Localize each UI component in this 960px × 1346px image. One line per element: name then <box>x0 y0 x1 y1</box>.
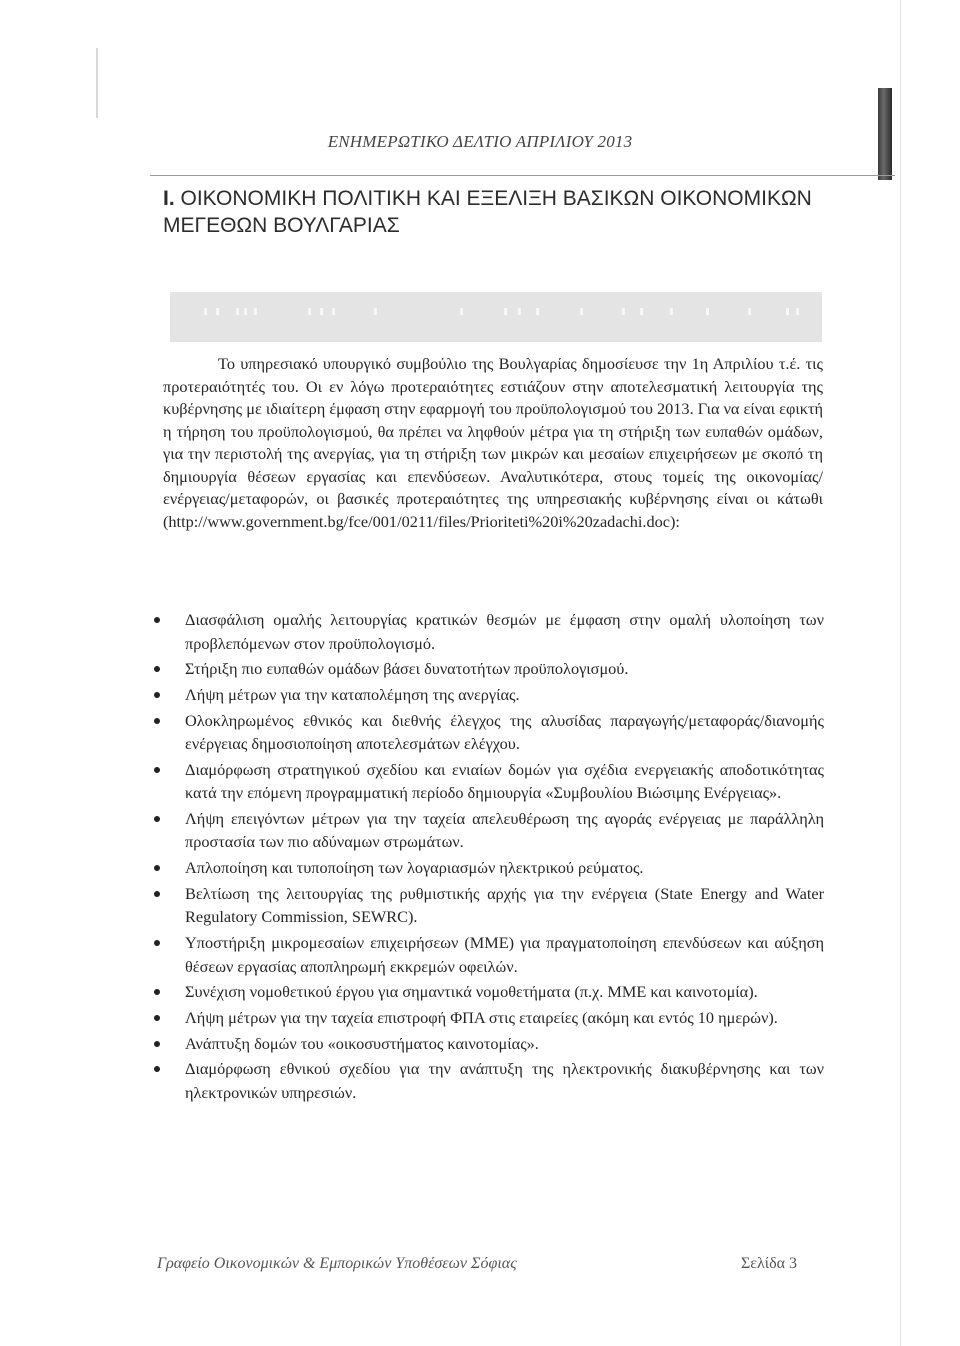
scan-artifact <box>900 0 901 1346</box>
intro-paragraph: Το υπηρεσιακό υπουργικό συμβούλιο της Βουλγαρίας δημοσίευσε την 1η Απριλίου τ.έ. τις προτεραιότητές του. Οι εν λόγω προτεραιότητες εστιάζουν στην αποτελεσματική λειτουργία της κυβέρνησης με ιδιαίτερη έμφαση στην εφαρμογή του προϋπολογισμού του 2013. Για να είναι εφικτή η τήρηση του προϋπολογισμού, θα πρέπει να ληφθούν μέτρα για τη στήριξη των ευπαθών ομάδων, για την περιστολή της ανεργίας, για τη στήριξη των μικρών και μεσαίων επιχειρήσεων με σκοπό τη δημιουργία θέσεων εργασίας και επενδύσεων. Αναλυτικότερα, στους τομείς της οικονομίας/ενέργειας/μεταφορών, οι βασικές προτεραιότητες της υπηρεσιακής κυβέρνησης είναι οι κάτωθι (http://www.government.bg/fce/001/0211/files/Prioriteti%20i%20zadachi.doc): <box>163 354 823 531</box>
list-item-text: Διασφάλιση ομαλής λειτουργίας κρατικών θεσμών με έμφαση στην ομαλή υλοποίηση των προβλεπόμενων στον προϋπολογισμό. <box>185 610 824 653</box>
scan-artifact <box>96 48 98 118</box>
priorities-list <box>152 608 824 1106</box>
list-item-text: Διαμόρφωση εθνικού σχεδίου για την ανάπτυξη της ηλεκτρονικής διακυβέρνησης και των ηλεκτρονικών υπηρεσιών. <box>185 1059 824 1102</box>
bullet-icon <box>154 1015 160 1021</box>
list-item-text: Απλοποίηση και τυποποίηση των λογαριασμών ηλεκτρικού ρεύματος. <box>185 858 644 878</box>
list-item-text: Βελτίωση της λειτουργίας της ρυθμιστικής αρχής για την ενέργεια (State Energy and Water Regulatory Commission, SEWRC). <box>185 883 824 927</box>
bullet-icon <box>154 816 160 822</box>
redacted-band <box>170 292 822 342</box>
list-item <box>152 683 824 707</box>
bullet-icon <box>154 1041 160 1047</box>
list-item-text: Λήψη μέτρων για την καταπολέμηση της ανεργίας. <box>185 684 520 704</box>
page-number: Σελίδα 3 <box>740 1255 797 1272</box>
list-item-text: Ανάπτυξη δομών του «οικοσυστήματος καινοτομίας». <box>185 1033 539 1053</box>
list-item-text: Λήψη μέτρων για την ταχεία επιστροφή ΦΠΑ στις εταιρείες (ακόμη και εντός 10 ημερών). <box>185 1007 778 1027</box>
section-heading <box>163 185 863 239</box>
bullet-icon <box>154 891 160 897</box>
bullet-icon <box>154 718 160 724</box>
section-number: I. <box>163 187 175 210</box>
list-item-text: Στήριξη πιο ευπαθών ομάδων βάσει δυνατοτήτων προϋπολογισμού. <box>185 659 629 679</box>
section-title-text: ΟΙΚΟΝΟΜΙΚΗ ΠΟΛΙΤΙΚΗ ΚΑΙ ΕΞΕΛΙΞΗ ΒΑΣΙΚΩΝ ΟΙΚΟΝΟΜΙΚΩΝ ΜΕΓΕΘΩΝ ΒΟΥΛΓΑΡΙΑΣ <box>163 187 812 237</box>
list-item-text: Συνέχιση νομοθετικού έργου για σημαντικά νομοθετήματα (π.χ. ΜΜΕ και καινοτομία). <box>185 982 758 1002</box>
list-item <box>152 758 824 805</box>
list-item-text: Διαμόρφωση στρατηγικού σχεδίου και ενιαίων δομών για σχέδια ενεργειακής αποδοτικότητας κατά την επόμενη προγραμματική περίοδο δημιουργία «Συμβουλίου Βιώσιμης Ενέργειας». <box>185 759 824 803</box>
list-item-text: Υποστήριξη μικρομεσαίων επιχειρήσεων (ΜΜΕ) για πραγματοποίηση επενδύσεων και αύξηση θέσεων εργασίας αποπληρωμή εκκρεμών οφειλών. <box>185 933 824 976</box>
list-item <box>152 980 824 1004</box>
list-item <box>152 931 824 978</box>
bullet-icon <box>154 767 160 773</box>
list-item <box>152 882 824 929</box>
header-divider <box>150 175 895 176</box>
list-item-text: Ολοκληρωμένος εθνικός και διεθνής έλεγχος της αλυσίδας παραγωγής/μεταφοράς/διανομής ενέργειας δημοσιοποίηση αποτελεσμάτων ελέγχου. <box>185 710 824 754</box>
bullet-icon <box>154 1066 160 1072</box>
list-item <box>152 608 824 655</box>
list-item <box>152 1057 824 1104</box>
list-item <box>152 657 824 681</box>
bullet-icon <box>154 617 160 623</box>
document-header: ΕΝΗΜΕΡΩΤΙΚΟ ΔΕΛΤΙΟ ΑΠΡΙΛΙΟΥ 2013 <box>327 132 633 151</box>
list-item <box>152 709 824 756</box>
bullet-icon <box>154 940 160 946</box>
list-item <box>152 856 824 880</box>
bullet-icon <box>154 865 160 871</box>
list-item <box>152 807 824 854</box>
page-footer <box>157 1255 797 1273</box>
list-item-text: Λήψη επειγόντων μέτρων για την ταχεία απελευθέρωση της αγοράς ενέργειας με παράλληλη προστασία των πιο αδύναμων στρωμάτων. <box>185 808 824 852</box>
list-item <box>152 1032 824 1056</box>
bullet-icon <box>154 989 160 995</box>
bullet-icon <box>154 666 160 672</box>
list-item <box>152 1006 824 1030</box>
footer-office: Γραφείο Οικονομικών & Εμπορικών Υποθέσεων Σόφιας <box>157 1255 517 1272</box>
bullet-icon <box>154 692 160 698</box>
